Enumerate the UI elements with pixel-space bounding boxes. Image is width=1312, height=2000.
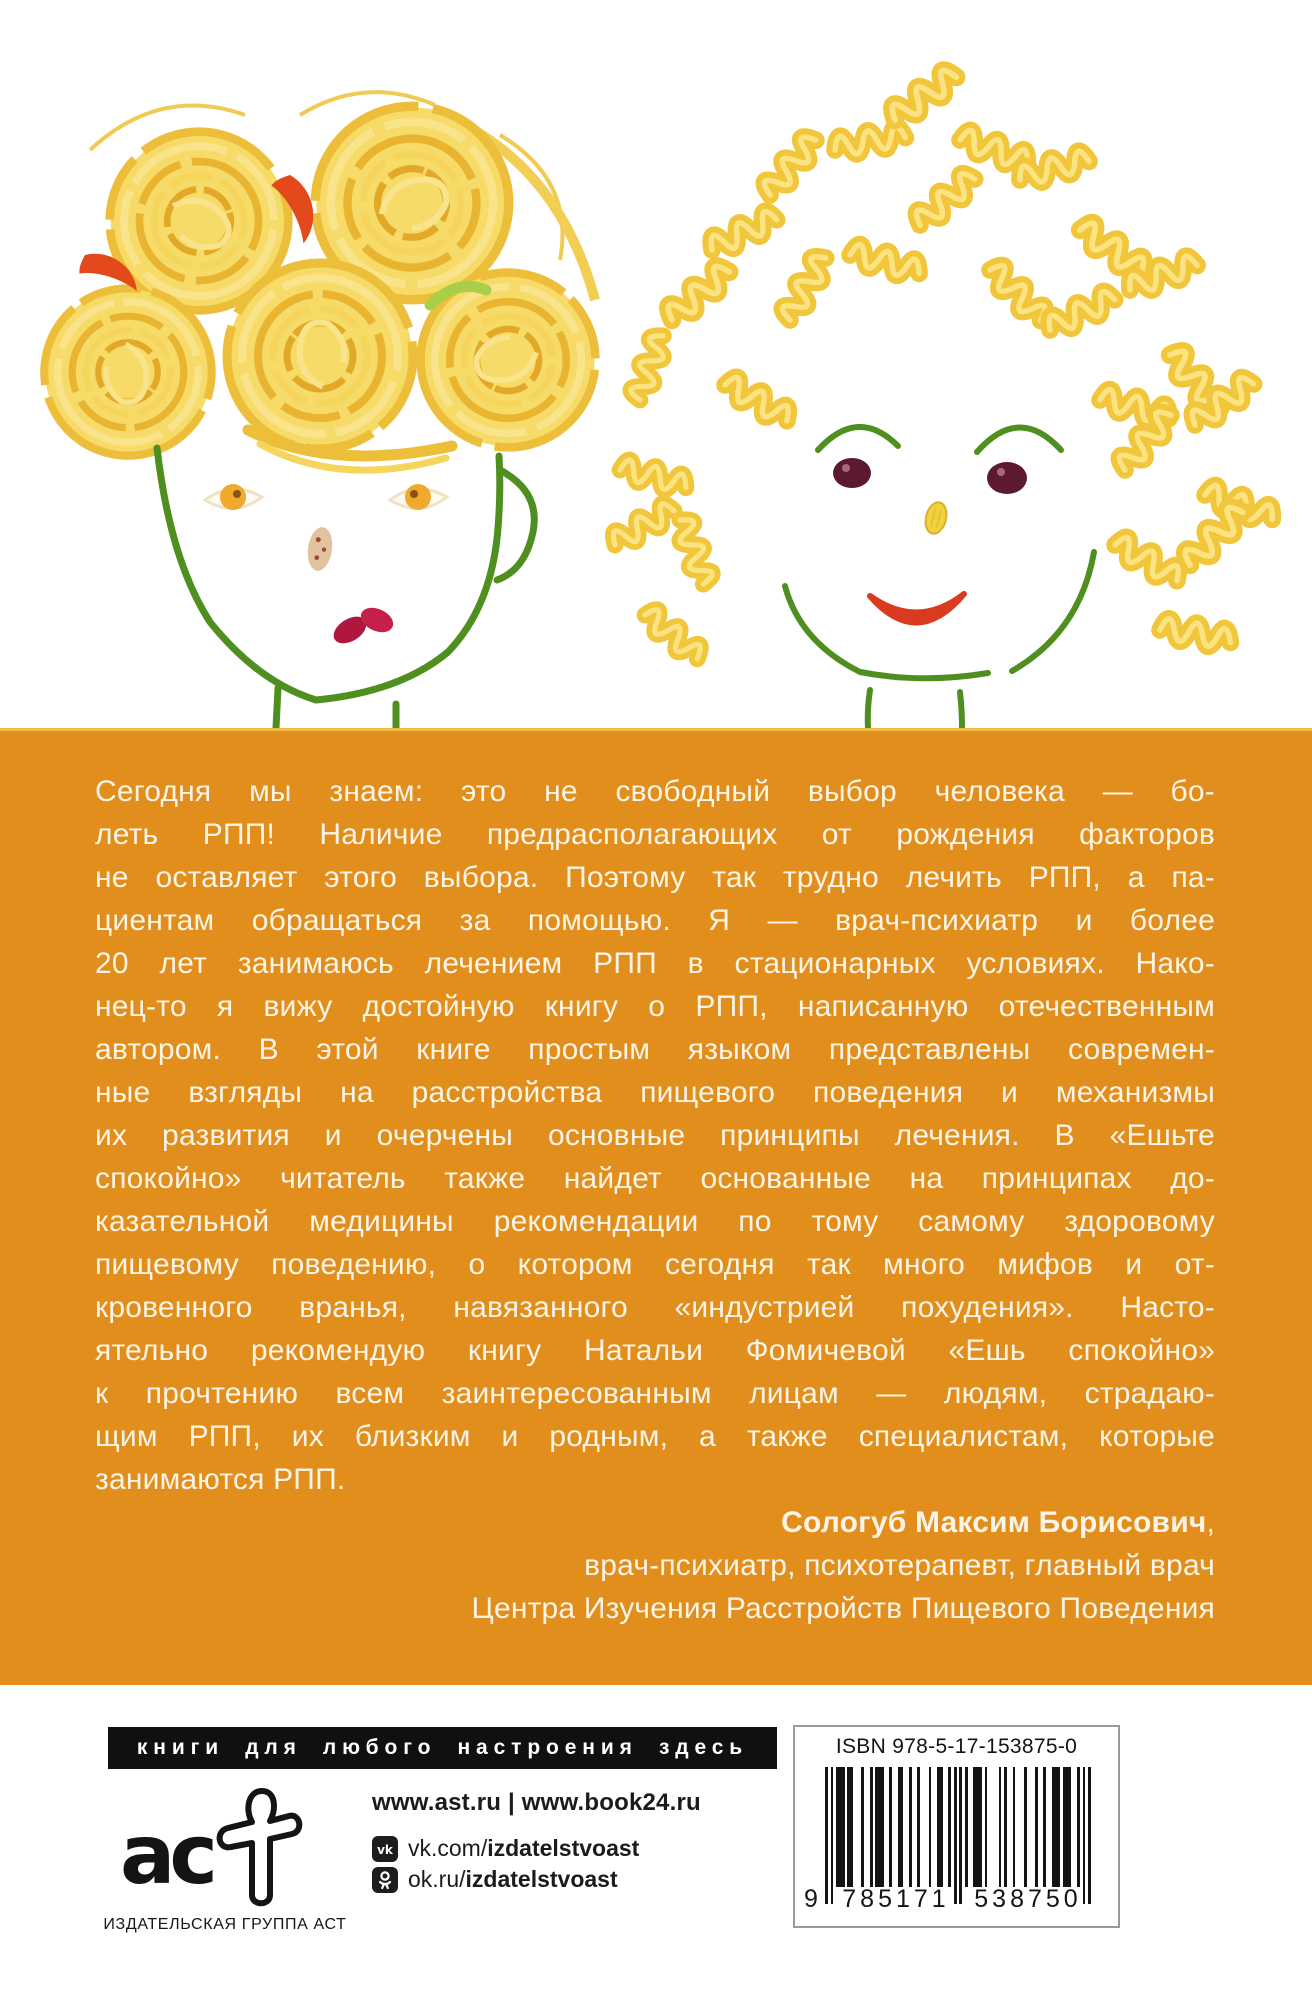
barcode-box	[793, 1725, 1120, 1928]
signature-title: врач-психиатр, психотерапевт, главный врач	[584, 1549, 1215, 1582]
signature-org: Центра Изучения Расстройств Пищевого Поведения	[471, 1592, 1215, 1625]
left-face-eye-right	[390, 484, 447, 510]
signature-name	[95, 1501, 1215, 1544]
right-face-brow-left	[818, 427, 898, 450]
right-face-neck	[868, 690, 870, 728]
review-line: автором. В этой книге простым языком представлены современ-	[95, 1033, 1215, 1066]
review-lines	[95, 770, 1215, 1501]
barcode-bar	[842, 1767, 845, 1887]
right-face-nose	[922, 500, 949, 536]
vk-link	[372, 1835, 639, 1862]
ast-logo	[112, 1783, 342, 1913]
barcode-bar	[1057, 1767, 1060, 1887]
left-face-bean-nose	[305, 526, 335, 573]
right-face-eye-right	[987, 462, 1027, 494]
ok-link	[372, 1866, 618, 1893]
barcode-bar	[979, 1767, 982, 1887]
svg-text:ac: ac	[120, 1808, 212, 1903]
barcode-bar	[948, 1767, 951, 1887]
right-face-neck	[960, 692, 962, 728]
barcode-bar	[1069, 1767, 1072, 1887]
publisher-label: ИЗДАТЕЛЬСКАЯ ГРУППА АСТ	[103, 1916, 347, 1933]
right-face-chin	[860, 672, 988, 678]
right-face	[609, 66, 1277, 728]
barcode-bar	[831, 1767, 834, 1904]
left-face-bean-lips	[329, 603, 397, 649]
barcode-bar	[1013, 1767, 1016, 1887]
barcode-bar	[959, 1767, 962, 1904]
review-line: циентам обращаться за помощью. Я — врач-психиатр и более	[95, 904, 1215, 937]
ok-url-prefix: ok.ru/	[408, 1866, 466, 1892]
barcode-bar	[999, 1767, 1002, 1887]
barcode-bar	[965, 1767, 968, 1887]
barcode-bar	[985, 1767, 988, 1887]
left-face-outline	[157, 448, 500, 700]
links-block	[372, 1789, 772, 1892]
barcode-bar	[1077, 1767, 1080, 1887]
barcode-bar	[940, 1767, 943, 1887]
svg-text:vk: vk	[377, 1842, 393, 1857]
barcode-bar	[861, 1767, 864, 1887]
barcode-bar	[1043, 1767, 1046, 1887]
review-line: Сегодня мы знаем: это не свободный выбор человека — бо-	[95, 775, 1215, 808]
review-line: их развития и очерчены основные принципы лечения. В «Ешьте	[95, 1119, 1215, 1152]
barcode-bar	[917, 1767, 920, 1887]
barcode-bar	[1024, 1767, 1027, 1887]
barcode-bar	[954, 1767, 957, 1904]
vk-url-prefix: vk.com/	[408, 1835, 488, 1861]
footer	[0, 1685, 1312, 2000]
barcode-bar	[881, 1767, 884, 1887]
review-line: казательной медицины рекомендации по тому самому здоровому	[95, 1205, 1215, 1238]
signature-name-bold: Сологуб Максим Борисович	[781, 1506, 1207, 1539]
review-line: щим РПП, их близким и родным, а также специалистам, которые	[95, 1420, 1215, 1453]
review-line: занимаются РПП.	[95, 1463, 346, 1496]
barcode-bar	[901, 1767, 904, 1887]
pasta-faces-svg	[0, 0, 1312, 728]
review-line: не оставляет этого выбора. Поэтому так трудно лечить РПП, а па-	[95, 861, 1215, 894]
left-face-eye-left	[205, 484, 262, 510]
review-line: нец-то я вижу достойную книгу о РПП, написанную отечественным	[95, 990, 1215, 1023]
right-face-smile	[870, 594, 964, 623]
review-line: 20 лет занимаюсь лечением РПП в стационарных условиях. Нако-	[95, 947, 1215, 980]
vk-url-handle: izdatelstvoast	[487, 1835, 640, 1861]
barcode-bar	[909, 1767, 912, 1887]
review-line: ные взгляды на расстройства пищевого поведения и механизмы	[95, 1076, 1215, 1109]
websites-line: www.ast.ru | www.book24.ru	[372, 1789, 701, 1816]
right-face-brow-right	[977, 427, 1061, 452]
barcode-bar	[825, 1767, 828, 1904]
pasta-faces-artwork	[0, 0, 1312, 728]
barcode-digit-group1: 785171	[842, 1885, 950, 1913]
barcode-bar	[850, 1767, 853, 1887]
barcode-bar	[1035, 1767, 1038, 1887]
review-line: к прочтению всем заинтересованным лицам — людям, страдаю-	[95, 1377, 1215, 1410]
review-line: кровенного вранья, навязанного «индустрией похудения». Насто-	[95, 1291, 1215, 1324]
review-line: пищевому поведению, о котором сегодня так много мифов и от-	[95, 1248, 1215, 1281]
barcode-bar	[889, 1767, 892, 1887]
right-face-eye-left	[833, 458, 871, 488]
left-face-neck	[276, 688, 278, 728]
review-line: ятельно рекомендую книгу Натальи Фомичевой «Ешь спокойно»	[95, 1334, 1215, 1367]
left-face	[1, 44, 649, 728]
barcode-digit-lead: 9	[804, 1885, 818, 1913]
review-block	[0, 728, 1312, 1685]
barcode-bar	[1088, 1767, 1091, 1904]
review-line: леть РПП! Наличие предрасполагающих от рождения факторов	[95, 818, 1215, 851]
isbn-label: ISBN 978-5-17-153875-0	[835, 1735, 1078, 1758]
barcode-bar	[1004, 1767, 1007, 1887]
barcode-bar	[1083, 1767, 1086, 1904]
signature-name-suffix: ,	[1206, 1506, 1215, 1539]
barcode-bar	[929, 1767, 932, 1887]
cavatappi-curl-hair	[609, 66, 1277, 665]
ok-icon	[372, 1867, 398, 1893]
right-face-jaw-right	[1012, 552, 1094, 671]
review-line: спокойно» читатель также найдет основанные на принципах до-	[95, 1162, 1215, 1195]
ok-url-handle: izdatelstvoast	[465, 1866, 618, 1892]
vk-icon	[372, 1836, 398, 1862]
barcode-digit-group2: 538750	[974, 1885, 1082, 1913]
barcode-bar	[870, 1767, 873, 1887]
slogan-banner: книги для любого настроения здесь	[108, 1727, 777, 1769]
right-face-jaw-left	[785, 586, 860, 672]
